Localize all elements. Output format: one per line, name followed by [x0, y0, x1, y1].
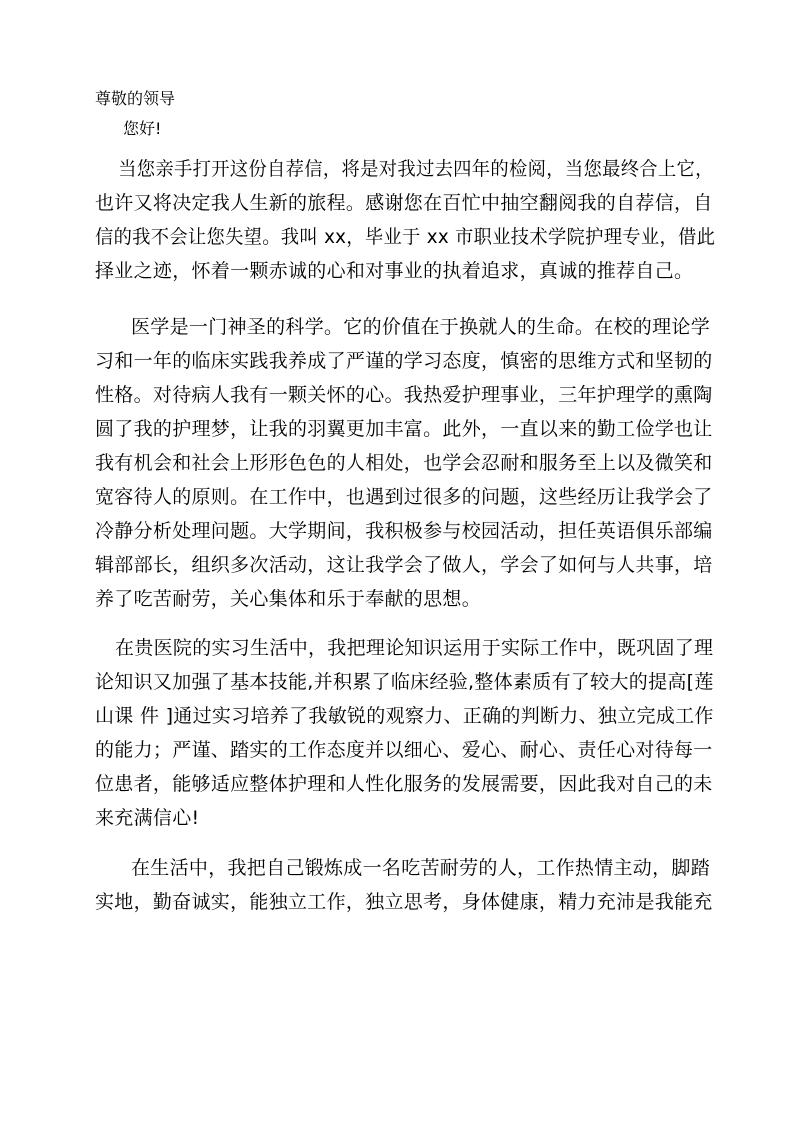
paragraph-line: 性格。对待病人我有一颗关怀的心。我热爱护理事业，三年护理学的熏陶	[95, 384, 713, 406]
paragraph-life	[95, 851, 715, 919]
paragraph-line: 习和一年的临床实践我养成了严谨的学习态度，慎密的思维方式和坚韧的	[95, 350, 713, 372]
paragraph-medicine	[95, 310, 715, 616]
paragraph-line: 在生活中，我把自己锻炼成一名吃苦耐劳的人，工作热情主动，脚踏	[131, 857, 711, 879]
paragraph-line: 的能力；严谨、踏实的工作态度并以细心、爱心、耐心、责任心对待每一	[95, 739, 713, 761]
paragraph-line: 实地，勤奋诚实，能独立工作，独立思考，身体健康，精力充沛是我能充	[95, 891, 713, 913]
paragraph-line: 山课 件 ]通过实习培养了我敏锐的观察力、正确的判断力、独立完成工作	[95, 705, 714, 727]
paragraph-line: 也许又将决定我人生新的旅程。感谢您在百忙中抽空翻阅我的自荐信，自	[95, 192, 713, 214]
paragraph-internship	[95, 631, 715, 835]
salutation: 尊敬的领导	[95, 89, 176, 108]
paragraph-line: 养了吃苦耐劳，关心集体和乐于奉献的思想。	[95, 588, 482, 610]
paragraph-line: 宽容待人的原则。在工作中，也遇到过很多的问题，这些经历让我学会了	[95, 486, 713, 508]
paragraph-line: 我有机会和社会上形形色色的人相处，也学会忍耐和服务至上以及微笑和	[95, 452, 713, 474]
paragraph-line: 圆了我的护理梦，让我的羽翼更加丰富。此外，一直以来的勤工俭学也让	[95, 418, 713, 440]
greeting: 您好!	[123, 119, 162, 138]
paragraph-line: 信的我不会让您失望。我叫 xx，毕业于 xx 市职业技术学院护理专业，借此	[95, 226, 716, 248]
paragraph-line: 在贵医院的实习生活中，我把理论知识运用于实际工作中，既巩固了理	[115, 637, 714, 659]
paragraph-line: 医学是一门神圣的科学。它的价值在于换就人的生命。在校的理论学	[131, 316, 711, 338]
paragraph-line: 来充满信心!	[95, 807, 200, 829]
paragraph-line: 论知识又加强了基本技能,并积累了临床经验,整体素质有了较大的提高[莲	[95, 671, 714, 693]
paragraph-introduction	[95, 152, 715, 288]
paragraph-line: 择业之迹，怀着一颗赤诚的心和对事业的执着追求，真诚的推荐自己。	[95, 260, 694, 282]
paragraph-line: 辑部部长，组织多次活动，这让我学会了做人，学会了如何与人共事，培	[95, 554, 713, 576]
paragraph-line: 冷静分析处理问题。大学期间，我积极参与校园活动，担任英语俱乐部编	[95, 520, 713, 542]
letter-page	[95, 88, 715, 919]
paragraph-line: 当您亲手打开这份自荐信，将是对我过去四年的检阅，当您最终合上它，	[118, 158, 714, 180]
paragraph-line: 位患者，能够适应整体护理和人性化服务的发展需要，因此我对自己的未	[95, 773, 713, 795]
